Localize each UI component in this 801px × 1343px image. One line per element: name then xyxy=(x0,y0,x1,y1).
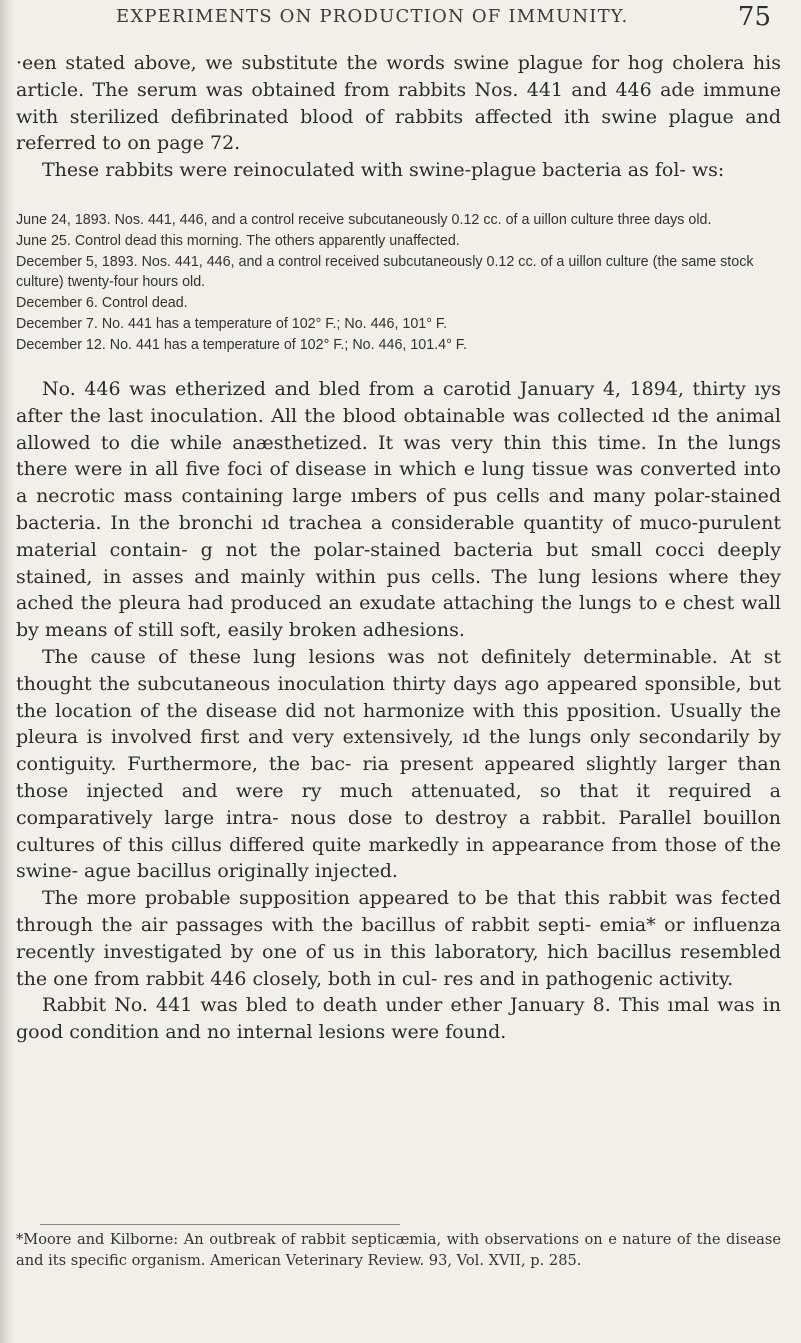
intro-paragraph: These rabbits were reinoculated with swine-plague bacteria as fol- ws: xyxy=(42,159,725,182)
note-entry: June 25. Control dead this morning. The others apparently unaffected. xyxy=(16,232,460,249)
body-paragraph: No. 446 was etherized and bled from a carotid January 4, 1894, thirty ıys after the last inoculation. All the blood obtainable was collected ıd the animal allowed to die while anæsthetized. It was very thin this time. In the lungs there were in all five foci of disease in which e lung tissue was converted into a necrotic mass containing large ımbers of pus cells and many polar-stained bacteria. In the bronchi ıd trachea a considerable quantity of muco-purulent material contain- g not the polar-stained bacteria but small cocci deeply stained, in asses and mainly within pus cells. The lung lesions where they ached the pleura had produced an exudate attaching the lungs to e chest wall by means of still soft, easily broken adhesions. xyxy=(16,378,781,642)
intro-section xyxy=(16,50,781,184)
binding-edge xyxy=(0,0,14,1343)
footnote-divider xyxy=(40,1224,400,1225)
running-head: EXPERIMENTS ON PRODUCTION OF IMMUNITY. xyxy=(116,6,629,27)
body-paragraph: The cause of these lung lesions was not definitely determinable. At st thought the subcutaneous inoculation thirty days ago appeared sponsible, but the location of the disease did not harmonize with this pposition. Usually the pleura is involved first and very extensively, ıd the lungs only secondarily by contiguity. Furthermore, the bac- ria present appeared slightly larger than those injected and were ry much attenuated, so that it required a comparatively large intra- nous dose to destroy a rabbit. Parallel bouillon cultures of this cillus differed quite markedly in appearance from those of the swine- ague bacillus originally injected. xyxy=(16,645,781,883)
note-entry: December 5, 1893. Nos. 441, 446, and a control received subcutaneously 0.12 cc. of a uillon culture (the same stock culture) twenty-four hours old. xyxy=(16,253,754,291)
footnote xyxy=(16,1230,781,1271)
inoculation-notes xyxy=(16,210,781,356)
note-entry: December 6. Control dead. xyxy=(16,295,188,312)
intro-paragraph: ·een stated above, we substitute the words swine plague for hog cholera his article. The serum was obtained from rabbits Nos. 441 and 446 ade immune with sterilized defibrinated blood of rabbits affected ith swine plague and referred to on page 72. xyxy=(16,52,781,155)
note-entry: June 24, 1893. Nos. 441, 446, and a control receive subcutaneously 0.12 cc. of a uillon culture three days old. xyxy=(16,212,712,228)
body-paragraph: The more probable supposition appeared to be that this rabbit was fected through the air passages with the bacillus of rabbit septi- emia* or influenza recently investigated by one of us in this laboratory, hich bacillus resembled the one from rabbit 446 closely, both in cul- res and in pathogenic activity. xyxy=(16,887,781,990)
main-text xyxy=(16,376,781,1046)
note-entry: December 12. No. 441 has a temperature of 102° F.; No. 446, 101.4° F. xyxy=(16,336,467,353)
page-header xyxy=(116,2,771,36)
note-entry: December 7. No. 441 has a temperature of 102° F.; No. 446, 101° F. xyxy=(16,315,448,332)
footnote-text: *Moore and Kilborne: An outbreak of rabbit septicæmia, with observations on e nature of the disease and its specific organism. American Veterinary Review. 93, Vol. XVII, p. 285. xyxy=(16,1231,781,1269)
body-paragraph: Rabbit No. 441 was bled to death under ether January 8. This ımal was in good condition and no internal lesions were found. xyxy=(16,994,781,1044)
page-number: 75 xyxy=(737,2,771,32)
